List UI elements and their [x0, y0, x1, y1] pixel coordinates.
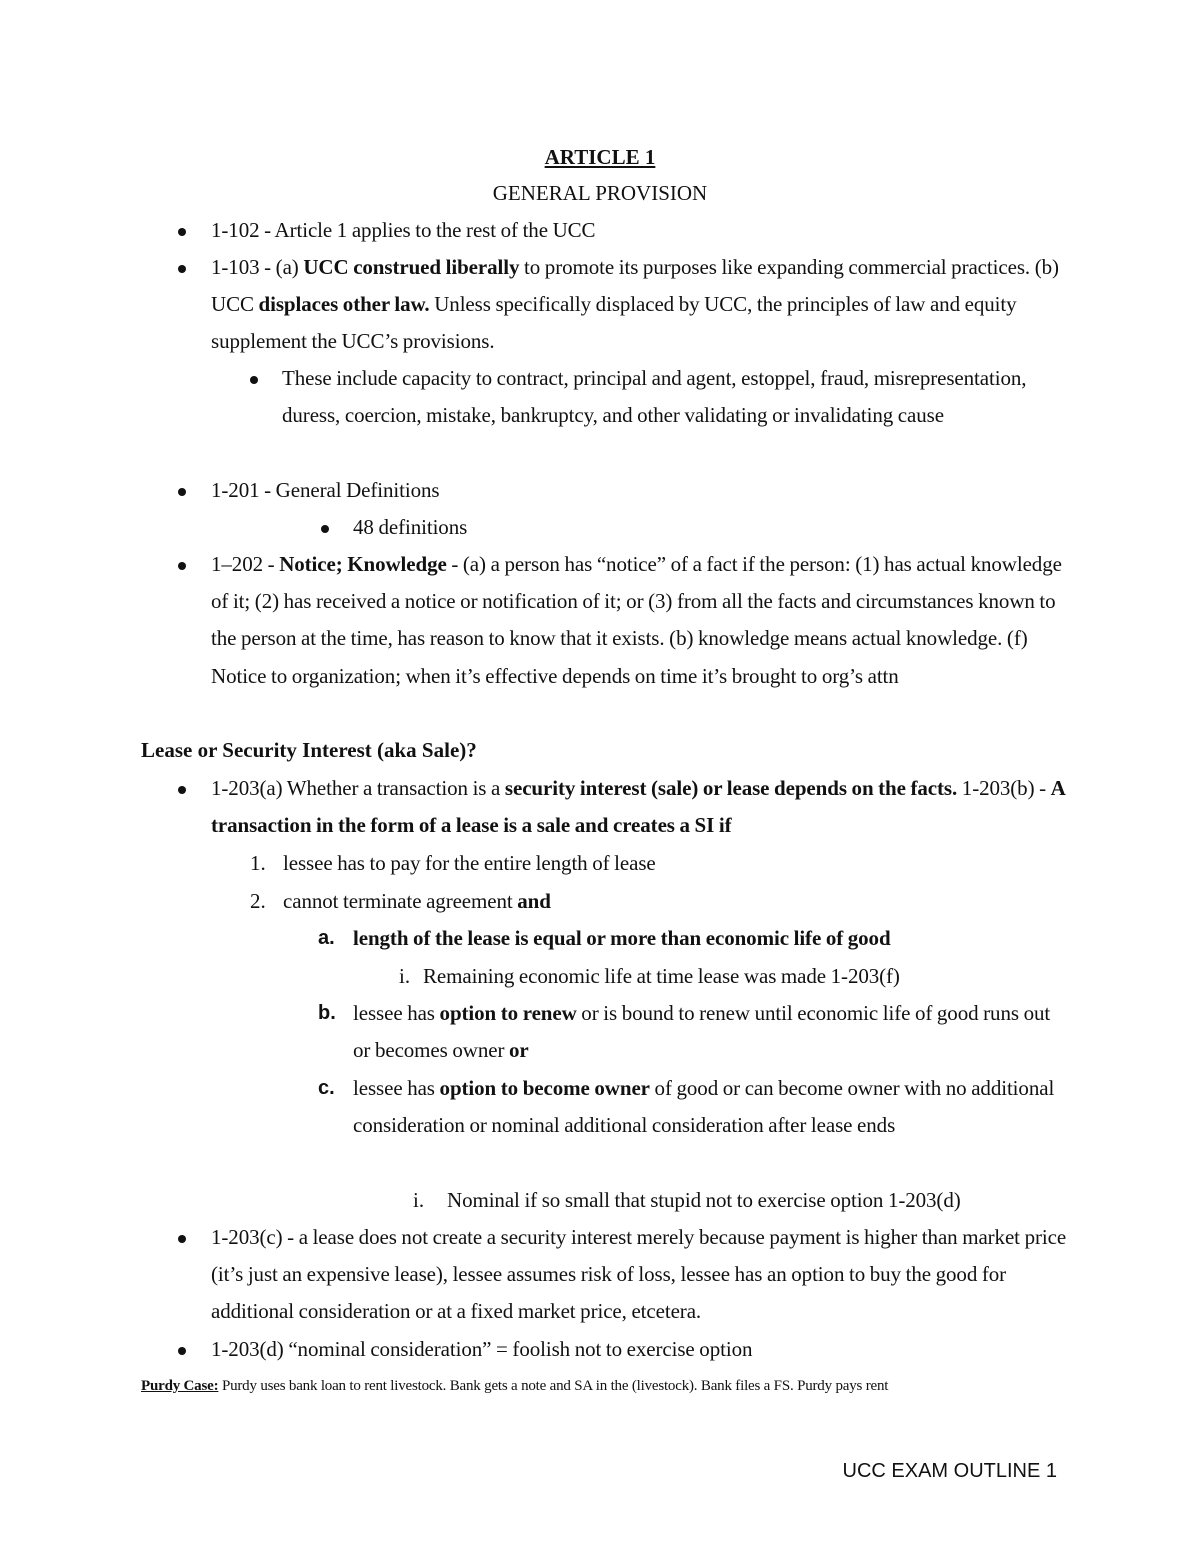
case-note [141, 1375, 1081, 1397]
numbered-item-1 [283, 845, 1063, 882]
page-footer: UCC EXAM OUTLINE 1 [842, 1460, 1057, 1482]
item-text: Unless specifically displaced by UCC, the principles of law and equity supplement the UCC’s provisions. [211, 292, 1017, 354]
item-text: cannot terminate agreement [283, 889, 518, 913]
item-text: of good or can become owner with no additional consideration or nominal additional consideration after lease ends [353, 1076, 1055, 1138]
bullet-dot [178, 488, 186, 496]
item-bold-text: length of the lease is equal or more than economic life of good [353, 926, 891, 950]
item-text: 48 definitions [353, 515, 468, 539]
item-text: 1–202 - [211, 552, 280, 576]
item-text: lessee has to pay for the entire length of lease [283, 851, 656, 875]
item-text: lessee has [353, 1001, 440, 1025]
item-text: or is bound to renew until economic life of good runs out or becomes owner [353, 1001, 1051, 1063]
item-text: 1-203(d) “nominal consideration” = foolish not to exercise option [211, 1337, 753, 1361]
roman-item-c-i [447, 1182, 1067, 1219]
item-bold-text: and [517, 889, 551, 913]
item-bold-text: option to become owner [439, 1076, 650, 1100]
item-bold-text: A transaction in the form of a lease is a sale and creates a SI if [211, 776, 1065, 838]
item-bold-text: Notice; Knowledge [279, 552, 447, 576]
item-text: 1-203(c) - a lease does not create a security interest merely because payment is higher than market price (it’s just an expensive lease), lessee assumes risk of loss, lessee has an option to buy the good for additional consideration or at a fixed market price, etcetera. [211, 1225, 1067, 1324]
bullet-dot [178, 265, 186, 273]
bullet-dot [250, 376, 258, 384]
page-title: ARTICLE 1 [544, 145, 656, 169]
item-text: 1-103 - (a) [211, 255, 304, 279]
bullet-dot [321, 525, 329, 533]
lettered-item-b [353, 995, 1063, 1069]
section-heading: Lease or Security Interest (aka Sale)? [141, 738, 477, 762]
list-number: 2. [250, 889, 266, 913]
list-item-1-203d [211, 1331, 1071, 1368]
item-text: 1-203(a) Whether a transaction is a [211, 776, 505, 800]
list-letter: c. [318, 1077, 335, 1099]
item-bold-text: UCC construed liberally [303, 255, 520, 279]
numbered-item-2 [283, 883, 1063, 920]
item-text: - (a) a person has “notice” of a fact if the person: (1) has actual knowledge of it; (2) has received a notice or notification of it; or (3) from all the facts and circumstances known to the person at the time, has reason to know that it exists. (b) knowledge means actual knowledge. (f) Notice to organization; when it’s effective depends on time it’s brought to org’s attn [211, 552, 1062, 688]
list-letter: b. [318, 1002, 336, 1024]
item-bold-text: displaces other law. [258, 292, 430, 317]
case-label: Purdy Case: [141, 1378, 219, 1394]
list-item-1-102 [211, 212, 1071, 249]
bullet-dot [178, 1235, 186, 1243]
roman-item-a-i [423, 958, 1063, 995]
item-text: 1-102 - Article 1 applies to the rest of the UCC [211, 218, 596, 242]
item-text: Remaining economic life at time lease was made 1-203(f) [423, 964, 900, 988]
case-text: Purdy uses bank loan to rent livestock. Bank gets a note and SA in the (livestock). Bank files a FS. Purdy pays rent [218, 1378, 889, 1394]
item-text: These include capacity to contract, principal and agent, estoppel, fraud, misrepresentation, duress, coercion, mistake, bankruptcy, and other validating or invalidating cause [282, 366, 1027, 428]
list-roman: i. [399, 964, 411, 988]
bullet-dot [178, 1347, 186, 1355]
item-text: lessee has [353, 1076, 440, 1100]
sub-item-1-103 [282, 360, 1062, 434]
list-item-1-202 [211, 546, 1071, 695]
lettered-item-a [353, 920, 1063, 957]
list-item-1-103 [211, 249, 1071, 361]
list-letter: a. [318, 927, 335, 949]
list-number: 1. [250, 851, 266, 875]
bullet-dot [178, 562, 186, 570]
lettered-item-c [353, 1070, 1063, 1144]
item-text: 1-201 - General Definitions [211, 478, 440, 502]
item-text: Nominal if so small that stupid not to exercise option 1-203(d) [447, 1188, 961, 1212]
list-item-1-203c [211, 1219, 1071, 1331]
list-roman: i. [413, 1188, 425, 1212]
page-subtitle: GENERAL PROVISION [492, 181, 708, 205]
bullet-dot [178, 228, 186, 236]
item-bold-text: security interest (sale) or lease depends on the facts. [504, 776, 958, 800]
item-text: to promote its purposes like expanding commercial practices. (b) UCC [211, 255, 1059, 317]
item-text: 1-203(b) - [957, 776, 1051, 800]
item-bold-text: or [509, 1038, 529, 1063]
list-item-1-201 [211, 472, 1071, 509]
sub-item-1-201 [353, 509, 1053, 546]
bullet-dot [178, 786, 186, 794]
list-item-1-203ab [211, 770, 1071, 844]
item-bold-text: option to renew [439, 1001, 577, 1025]
